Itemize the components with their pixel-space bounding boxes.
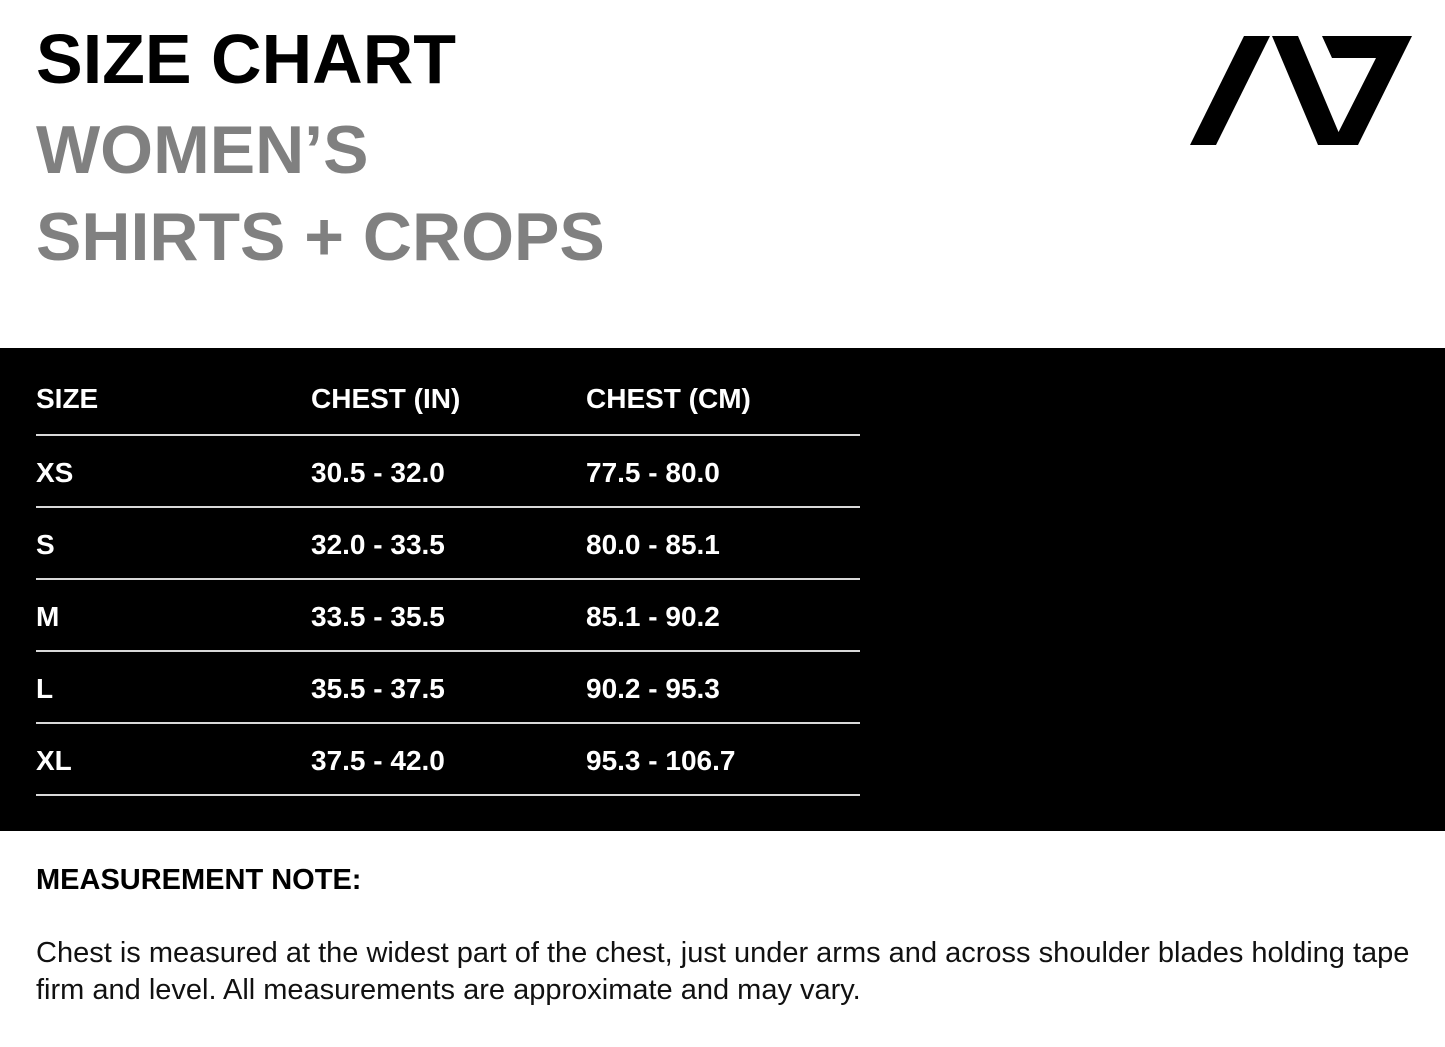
size-table-panel (0, 348, 1445, 831)
size-cell: M (36, 601, 60, 632)
chest-in-cell: 32.0 - 33.5 (311, 529, 445, 560)
chest-in-cell: 35.5 - 37.5 (311, 673, 445, 704)
chest-cm-cell: 85.1 - 90.2 (586, 601, 720, 632)
size-cell: XL (36, 745, 72, 776)
measurement-note-body: Chest is measured at the widest part of the chest, just under arms and across shoulder blades holding tape firm and level. All measurements are approximate and may vary. (36, 937, 1410, 1006)
table-row (36, 508, 860, 580)
size-cell: S (36, 529, 55, 560)
table-row (36, 436, 860, 508)
measurement-note-heading: MEASUREMENT NOTE: (36, 864, 362, 896)
chest-in-cell: 37.5 - 42.0 (311, 745, 445, 776)
table-row (36, 580, 860, 652)
a7-logo-icon (1190, 34, 1412, 147)
column-header-chest-in: CHEST (IN) (311, 383, 461, 414)
chest-in-cell: 30.5 - 32.0 (311, 457, 445, 488)
chest-cm-cell: 77.5 - 80.0 (586, 457, 720, 488)
logo-left-stroke (1190, 36, 1270, 145)
table-header-row (36, 376, 860, 436)
chest-cm-cell: 95.3 - 106.7 (586, 745, 736, 776)
size-cell: L (36, 673, 54, 704)
chest-cm-cell: 90.2 - 95.3 (586, 673, 720, 704)
column-header-chest-cm: CHEST (CM) (586, 383, 751, 414)
chest-cm-cell: 80.0 - 85.1 (586, 529, 720, 560)
chest-in-cell: 33.5 - 35.5 (311, 601, 445, 632)
table-row (36, 724, 860, 796)
size-cell: XS (36, 457, 74, 488)
column-header-size: SIZE (36, 383, 99, 414)
page-title: SIZE CHART (36, 20, 456, 98)
size-table (36, 376, 860, 796)
table-row (36, 652, 860, 724)
page-subtitle-line-2: SHIRTS + CROPS (36, 199, 605, 275)
page-subtitle-line-1: WOMEN’S (36, 112, 369, 188)
